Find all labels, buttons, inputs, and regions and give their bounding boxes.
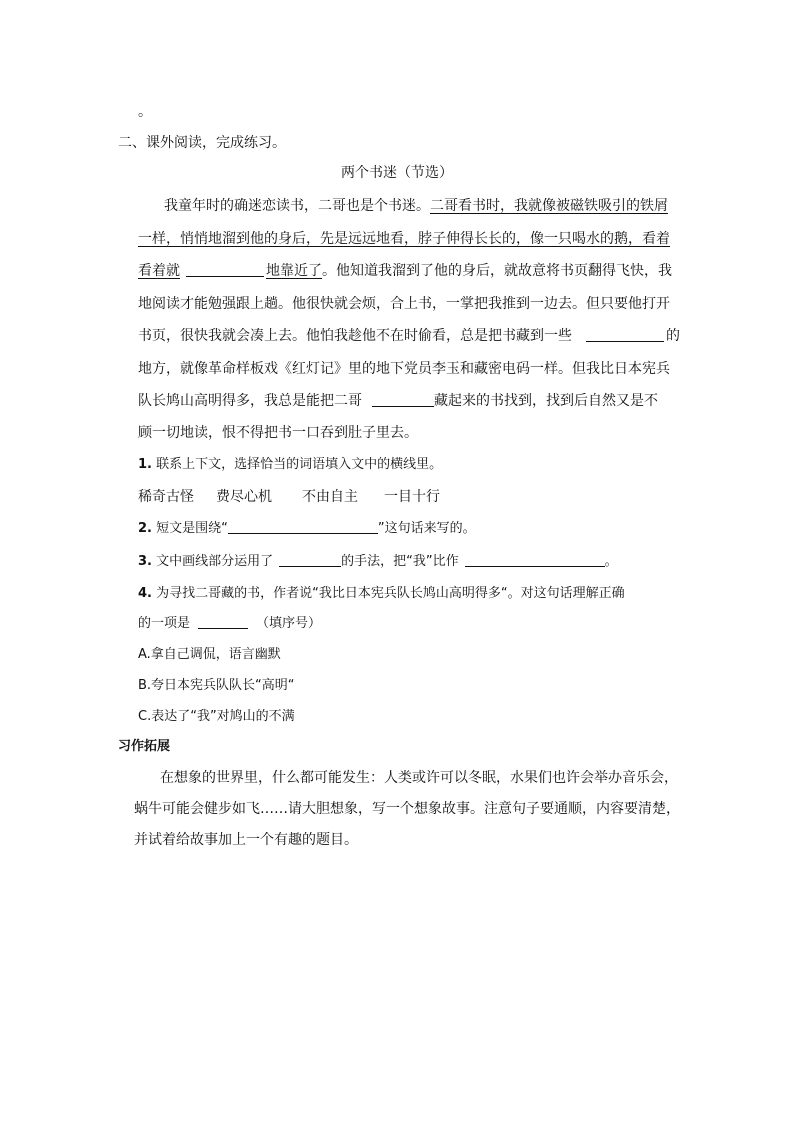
passage-line-5 bbox=[138, 326, 680, 346]
question-1 bbox=[138, 455, 442, 475]
passage-line-5-end: 的 bbox=[666, 328, 680, 344]
question-1-number: 1. bbox=[138, 457, 152, 472]
blank-3[interactable] bbox=[372, 392, 434, 407]
passage-line-1-text: 我童年时的确迷恋读书，二哥也是个书迷。 bbox=[164, 198, 430, 214]
passage-line-7 bbox=[138, 391, 658, 411]
passage-line-3 bbox=[138, 261, 672, 281]
passage-line-7-end: 藏起来的书找到，找到后自然又是不 bbox=[434, 393, 658, 409]
question-2 bbox=[138, 519, 476, 539]
answer-blank-q3b[interactable] bbox=[465, 552, 605, 567]
question-2-number: 2. bbox=[138, 521, 152, 536]
top-mark: 。 bbox=[138, 104, 152, 120]
question-3-text-b: 的手法，把“我”比作 bbox=[341, 554, 459, 569]
question-4-text-2b: （填序号） bbox=[256, 616, 322, 631]
blank-1[interactable] bbox=[186, 262, 264, 277]
word-2: 费尽心机 bbox=[216, 489, 272, 505]
writing-line-3: 并试着给故事加上一个有趣的题目。 bbox=[134, 832, 358, 848]
question-2-text-b: ”这句话来写的。 bbox=[377, 521, 476, 536]
blank-2[interactable] bbox=[586, 327, 664, 342]
question-3-number: 3. bbox=[138, 554, 152, 569]
answer-blank-q4[interactable] bbox=[198, 614, 248, 629]
question-2-text-a: 短文是围绕“ bbox=[156, 521, 228, 536]
passage-line-6: 地方，就像革命样板戏《红灯记》里的地下党员李玉和藏密电码一样。但我比日本宪兵 bbox=[138, 361, 670, 377]
writing-line-1: 在想象的世界里，什么都可能发生：人类或许可以冬眠，水果们也许会举办音乐会， bbox=[160, 770, 678, 786]
passage-underlined-3a: 看着就 bbox=[138, 263, 180, 279]
question-4-text: 为寻找二哥藏的书，作者说“我比日本宪兵队长鸠山高明得多“。对这句话理解正确 bbox=[156, 586, 625, 601]
option-a: A.拿自己调侃，语言幽默 bbox=[138, 647, 281, 662]
passage-underlined-1: 二哥看书时，我就像被磁铁吸引的铁屑 bbox=[430, 198, 668, 214]
writing-line-2: 蜗牛可能会健步如飞……请大胆想象，写一个想象故事。注意句子要通顺，内容要清楚， bbox=[134, 801, 680, 817]
answer-blank-q2[interactable] bbox=[228, 519, 378, 534]
question-3 bbox=[138, 552, 618, 572]
section2-heading: 二、课外阅读，完成练习。 bbox=[118, 135, 286, 151]
passage-line-8: 顾一切地读，恨不得把书一口吞到肚子里去。 bbox=[138, 425, 418, 441]
question-4 bbox=[138, 584, 625, 604]
answer-blank-q3a[interactable] bbox=[279, 552, 341, 567]
question-1-text: 联系上下文，选择恰当的词语填入文中的横线里。 bbox=[156, 457, 443, 472]
passage-line-3-text: 。他知道我溜到了他的身后，就故意将书页翻得飞快，我 bbox=[322, 263, 672, 279]
passage-line-5-text: 书页，很快我就会凑上去。他怕我趁他不在时偷看，总是把书藏到一些 bbox=[138, 328, 572, 344]
passage-title: 两个书迷（节选） bbox=[341, 165, 453, 181]
option-b: B.夸日本宪兵队队长“高明“ bbox=[138, 678, 295, 693]
word-4: 一目十行 bbox=[384, 489, 440, 505]
word-1: 稀奇古怪 bbox=[138, 489, 194, 505]
passage-line-4: 地阅读才能勉强跟上趟。他很快就会烦，合上书，一掌把我推到一边去。但只要他打开 bbox=[138, 296, 670, 312]
option-c: C.表达了“我”对鸠山的不满 bbox=[138, 709, 295, 724]
question-4-text-2a: 的一项是 bbox=[138, 616, 191, 631]
question-4-line-2 bbox=[138, 614, 321, 634]
question-3-text-c: 。 bbox=[604, 554, 618, 569]
passage-line-1 bbox=[164, 196, 668, 216]
question-3-text-a: 文中画线部分运用了 bbox=[156, 554, 274, 569]
passage-line-7-text: 队长鸠山高明得多，我总是能把二哥 bbox=[138, 393, 362, 409]
writing-heading: 习作拓展 bbox=[118, 739, 171, 754]
word-3: 不由自主 bbox=[302, 489, 358, 505]
question-4-number: 4. bbox=[138, 586, 152, 601]
passage-underlined-3b: 地靠近了 bbox=[266, 263, 322, 279]
passage-underlined-2: 一样，悄悄地溜到他的身后，先是远远地看，脖子伸得长长的，像一只喝水的鹅，看着 bbox=[138, 231, 670, 247]
